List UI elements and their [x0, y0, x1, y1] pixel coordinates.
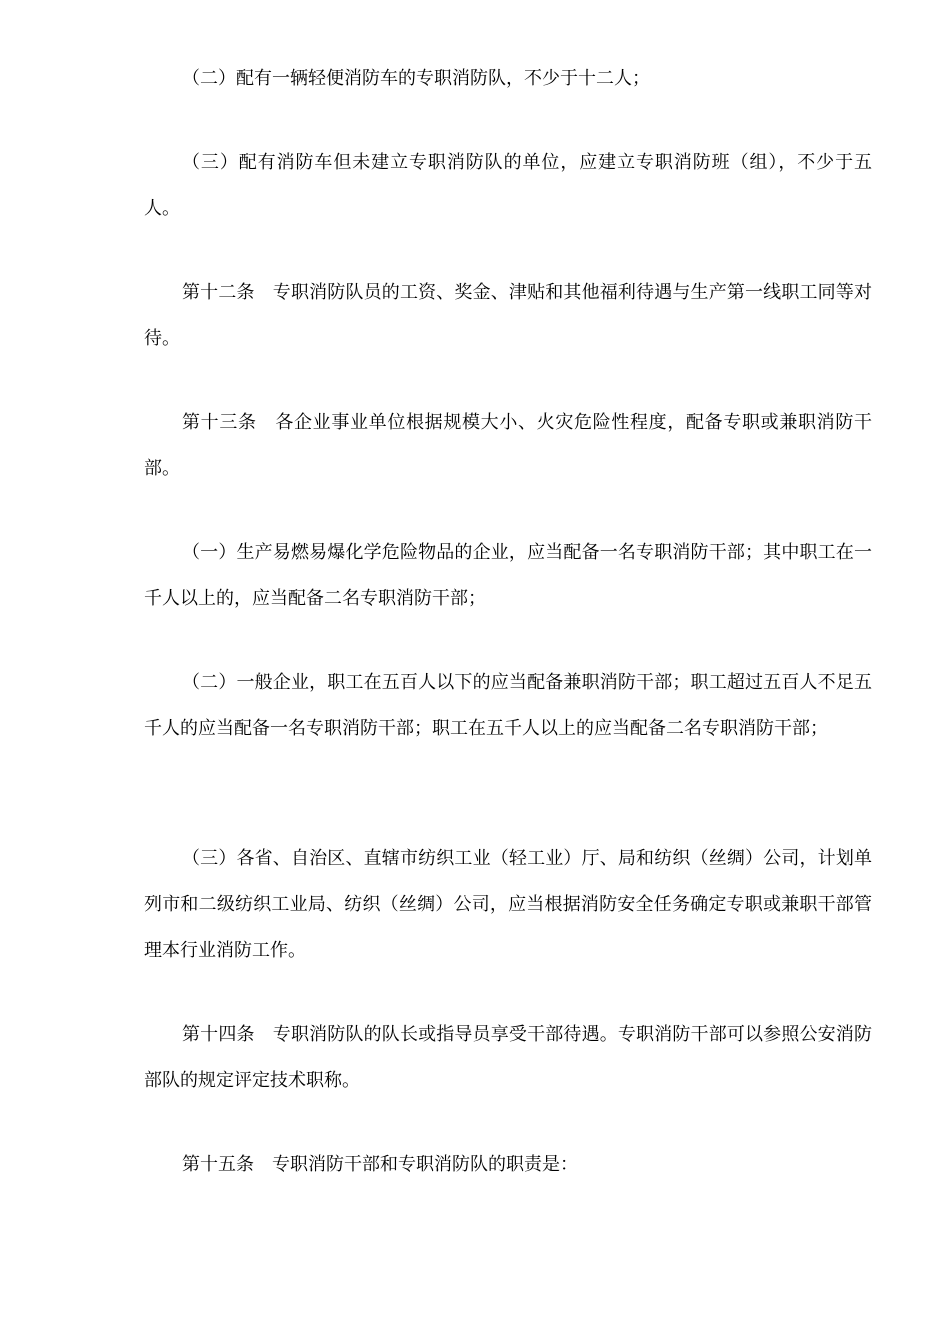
paragraph-article-15: 第十五条 专职消防干部和专职消防队的职责是：: [182, 1154, 578, 1175]
paragraph-article-13: 第十三条 各企业事业单位根据规模大小、火灾危险性程度，配备专职或兼职消防干部。: [144, 412, 872, 479]
paragraph-article-12: 第十二条 专职消防队员的工资、奖金、津贴和其他福利待遇与生产第一线职工同等对待。: [144, 282, 872, 349]
paragraph-light-fire-truck-team: （二）配有一辆轻便消防车的专职消防队，不少于十二人；: [182, 68, 650, 89]
paragraph-textile-bureaus: （三）各省、自治区、直辖市纺织工业（轻工业）厅、局和纺织（丝绸）公司，计划单列市和二级纺织工业局、纺织（丝绸）公司，应当根据消防安全任务确定专职或兼职干部管理本行业消防工作。: [144, 848, 872, 961]
paragraph-hazardous-enterprises: （一）生产易燃易爆化学危险物品的企业，应当配备一名专职消防干部；其中职工在一千人以上的，应当配备二名专职消防干部；: [144, 542, 872, 609]
paragraph-general-enterprises: （二）一般企业，职工在五百人以下的应当配备兼职消防干部；职工超过五百人不足五千人的应当配备一名专职消防干部；职工在五千人以上的应当配备二名专职消防干部；: [144, 672, 872, 739]
paragraph-fire-squad: （三）配有消防车但未建立专职消防队的单位，应建立专职消防班（组），不少于五人。: [144, 152, 872, 219]
paragraph-article-14: 第十四条 专职消防队的队长或指导员享受干部待遇。专职消防干部可以参照公安消防部队的规定评定技术职称。: [144, 1024, 872, 1091]
